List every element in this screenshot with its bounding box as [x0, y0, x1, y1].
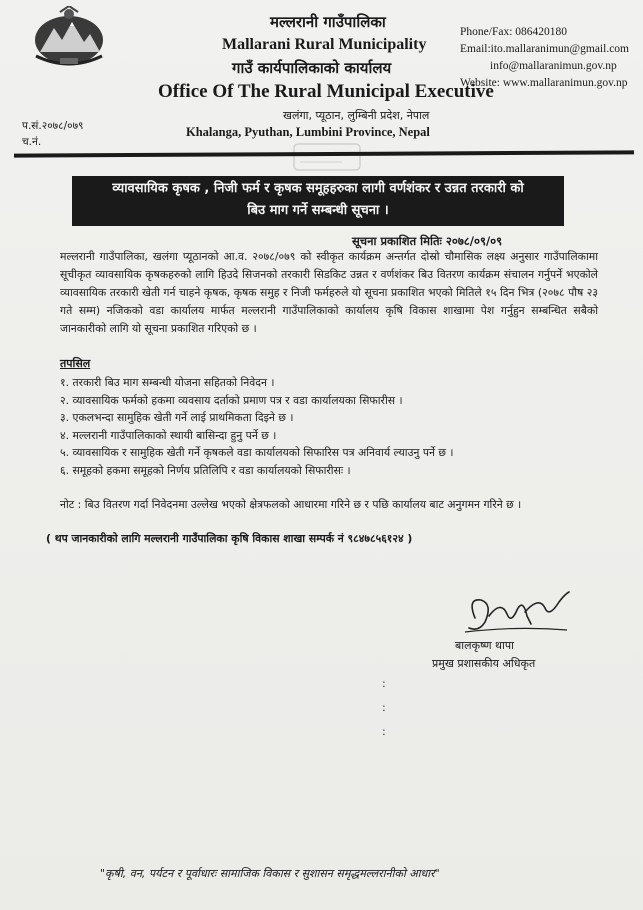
address-np: खलंगा, प्यूठान, लुम्बिनी प्रदेश, नेपाल: [283, 109, 430, 122]
list-item: १. तरकारी बिउ माग सम्बन्धी योजना सहितको निवेदन ।: [60, 376, 275, 389]
municipality-logo-icon: [30, 6, 108, 68]
list-item: २. व्यावसायिक फर्मको हकमा व्यवसाय दर्ताको प्रमाण पत्र र वडा कार्यालयका सिफारीस ।: [60, 393, 403, 407]
office-name-np: गाउँ कार्यपालिकाको कार्यालय: [232, 59, 392, 77]
phone-fax: Phone/Fax: 086420180: [460, 26, 568, 38]
distribution-note: नोट : बिउ वितरण गर्दा निवेदनमा उल्लेख भएको क्षेत्रफलको आधारमा गरिने छ र पछि कार्यालय बाट अनुगमन गरिने छ ।: [60, 498, 522, 511]
signature-icon: [455, 588, 575, 638]
address-en: Khalanga, Pyuthan, Lumbini Province, Nepal: [186, 125, 430, 139]
email-primary[interactable]: Email:ito.mallaranimun@gmail.com: [460, 43, 629, 55]
notice-body: मल्लरानी गाउँपालिका, खलंगा प्यूठानको आ.व. २०७८/०७९ को स्वीकृत कार्यक्रम अन्तर्गत दोस्रो चौमासिक लक्ष्य अनुसार गाउँपालिकामा सूचीकृत व्यावसायिक कृषकहरुको लागि हिउदे सिजनको तरकारी सिडकिट उन्नत र वर्णशंकर बिउ वितरण कार्यक्रम संचालन गर्नुपर्ने भएकोले व्यावसायिक तरकारी खेती गर्न चाहने कृषक, कृषक समुह र निजी फर्महरुले यो सूचना प्रकाशित भएको मितिले १५ दिन भित्र (२०७८ पौष २३ गते सम्म) नजिकको वडा कार्यालय मार्फत मल्लरानी गाउँपालिकाको कार्यालय कृषि विकास शाखामा पेश गर्नुहुन सम्बन्धित सबैको जानकारीको लागि यो सूचना प्रकाशित गरिएको छ ।: [60, 250, 598, 335]
signatory-title: प्रमुख प्रशासकीय अधिकृत: [432, 657, 536, 670]
patra-sankhya: प.सं.२०७८/०७९: [22, 120, 84, 132]
list-item: ६. समूहको हकमा समूहको निर्णय प्रतिलिपि र वडा कार्यालयको सिफारीसः ।: [60, 463, 351, 477]
tapsil-heading: तपसिल: [60, 357, 91, 370]
footer-motto: "कृषी, वन, पर्यटन र पूर्वाधारः सामाजिक विकास र सुशासन समृद्धमल्लरानीको आधार": [100, 867, 440, 880]
tapsil-list: [60, 374, 608, 479]
publish-date: सूचना प्रकाशित मितिः २०७८/०९/०९: [352, 234, 503, 248]
margin-marks: : : :: [382, 677, 386, 738]
list-item: ४. मल्लरानी गाउँपालिकाको स्थायी बासिन्दा हुनु पर्ने छ ।: [60, 428, 277, 442]
notice-title-line1: व्यावसायिक कृषक , निजी फर्म र कृषक समूहहरुका लागी वर्णशंकर र उन्नत तरकारी को: [112, 181, 524, 196]
signatory-name: बालकृष्ण थापा: [455, 639, 515, 652]
chalani-number: च.नं.: [22, 136, 42, 148]
office-name-en: Office Of The Rural Municipal Executive: [158, 81, 494, 102]
reference-block: [22, 118, 84, 150]
email-secondary[interactable]: info@mallaranimun.gov.np: [490, 60, 617, 72]
notice-title-line2: बिउ माग गर्ने सम्बन्धी सूचना ।: [247, 203, 389, 218]
website[interactable]: Website: www.mallaranimun.gov.np: [460, 77, 628, 89]
list-item: ३. एकलभन्दा सामुहिक खेती गर्ने लाई प्राथमिकता दिइने छ ।: [60, 411, 294, 424]
notice-title: [72, 176, 564, 226]
office-stamp-icon: [292, 142, 362, 172]
municipality-name-np: मल्लरानी गाउँपालिका: [270, 13, 386, 31]
list-item: ५. व्यावसायिक र सामुहिक खेती गर्ने कृषकले वडा कार्यालयको सिफारिस पत्र अनिवार्य ल्याउनु पर्ने छ ।: [60, 446, 454, 459]
contact-info-line: ( थप जानकारीको लागि मल्लरानी गाउँपालिका कृषि विकास शाखा सम्पर्क नं ९८४७८५६१२४ ): [46, 532, 413, 545]
contact-block: [460, 24, 629, 92]
municipality-name-en: Mallarani Rural Municipality: [222, 36, 427, 53]
